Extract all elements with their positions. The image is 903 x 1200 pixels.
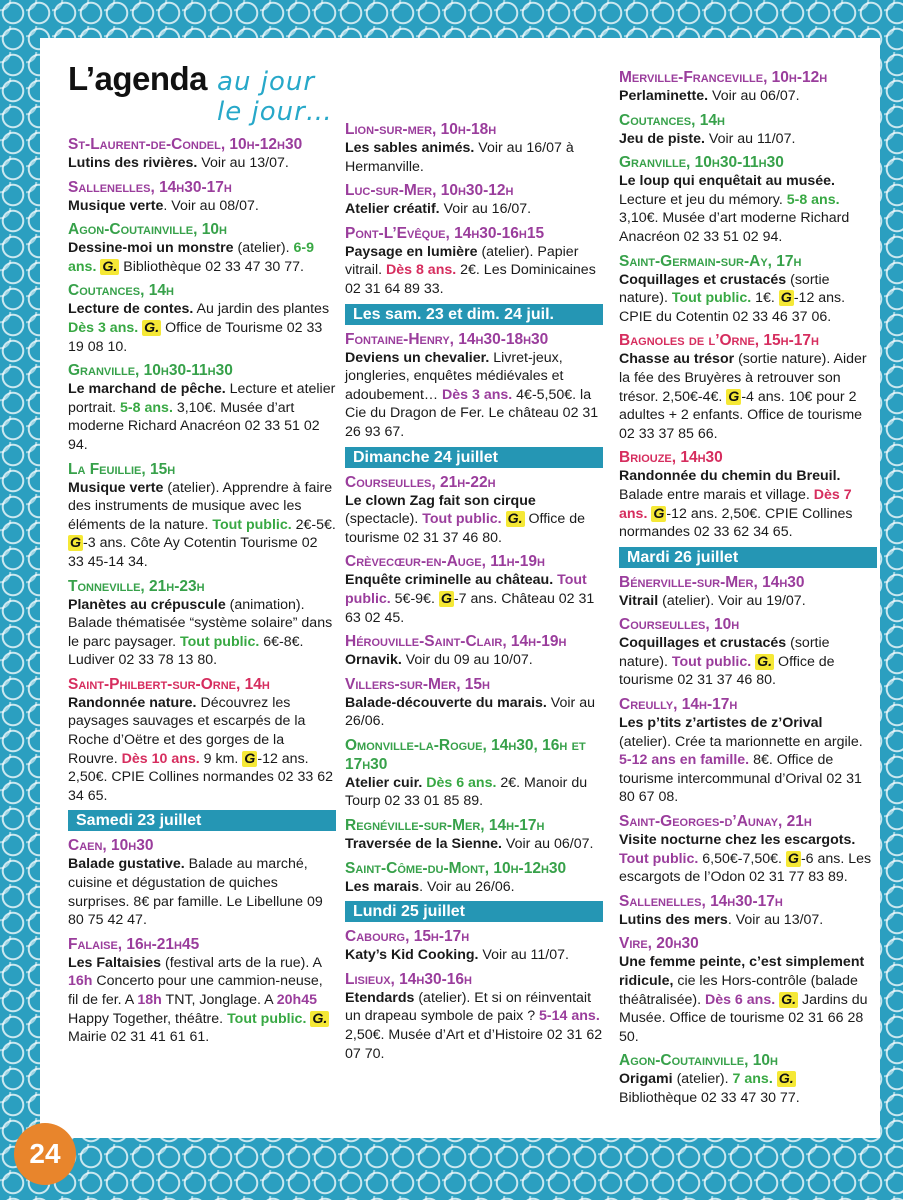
event-description (619, 634, 877, 690)
event-entry (345, 473, 603, 548)
event-text: 3,10€. Musée d’art moderne Richard Anacréon 02 33 51 02 94. (619, 210, 850, 245)
event-entry (68, 935, 336, 1047)
event-place: Regnéville-sur-Mer, 14h-17h (345, 817, 545, 835)
event-place: Bénerville-sur-Mer, 14h30 (619, 573, 805, 591)
event-text: Au jardin des plantes (193, 301, 330, 318)
event-text: -12 ans. 2,50€. CPIE Collines normandes 02 33 62 34 65. (619, 505, 853, 541)
event-entry (619, 1051, 877, 1107)
age-tag: Dès 8 ans. (386, 262, 457, 279)
event-title: Ornavik. (345, 652, 402, 669)
page-title: L’agenda (68, 60, 208, 97)
event-entry (68, 675, 336, 806)
event-text: cie les Hors-contrôle (balade théâtralisée). (619, 973, 858, 1008)
event-place: Omonville-la-Rogue, 14h30, 16h et 17h30 (345, 736, 586, 773)
audience-tag: Tout public. (345, 572, 587, 607)
event-place: Vire, 20h30 (619, 935, 699, 953)
event-place: Courseulles, 10h (619, 616, 740, 634)
audience-tag: Tout public. (619, 850, 699, 867)
event-description (345, 989, 603, 1063)
event-place: Agon-Coutainville, 10h (619, 1052, 778, 1070)
event-place: Saint-Georges-d’Aunay, 21h (619, 813, 812, 831)
event-text: -12 ans. CPIE du Cotentin 02 33 46 37 06. (619, 290, 846, 325)
free-badge: G (653, 505, 665, 522)
event-place: Tonneville, 21h-23h (68, 577, 205, 595)
event-title: Les marais (345, 878, 420, 895)
event-text: (atelier). (672, 1071, 733, 1088)
age-tag: 5-12 ans en famille. (619, 752, 750, 769)
event-place: Saint-Germain-sur-Ay, 17h (619, 252, 802, 270)
event-text: 5€-9€. (390, 590, 439, 607)
event-place: Agon-Coutainville, 10h (68, 221, 227, 239)
agenda-sheet (40, 38, 880, 1138)
event-text: . Voir au 08/07. (163, 197, 259, 214)
event-entry (619, 68, 877, 106)
event-text: Voir au 16/07. (439, 201, 532, 218)
event-title: Balade gustative. (68, 856, 185, 873)
event-text: Balade entre marais et village. (619, 486, 814, 503)
event-entry (68, 178, 336, 216)
event-entry (619, 252, 877, 327)
event-entry (345, 120, 603, 176)
event-text: 3,10€. Musée d’art moderne Richard Anacréon 02 33 51 02 94. (68, 399, 320, 453)
event-place: Saint-Philbert-sur-Orne, 14h (68, 675, 270, 693)
free-badge: G (787, 850, 799, 867)
event-title: Chasse au trésor (619, 351, 735, 368)
event-text: (atelier). Crée ta marionnette en argile. (619, 733, 863, 750)
event-title: Enquête criminelle au château. (345, 572, 554, 589)
event-title: Les sables animés. (345, 140, 475, 156)
event-entry (68, 460, 336, 572)
event-title: Paysage en lumière (345, 243, 478, 260)
free-badge: G (728, 388, 740, 405)
event-text: 6€-8€. Ludiver 02 33 78 13 80. (68, 633, 304, 669)
free-badge: G (70, 535, 82, 552)
event-description (68, 855, 336, 929)
event-text: (atelier). Et si on réinventait un drapeau symbole de paix ? (345, 989, 592, 1025)
event-place: Caen, 10h30 (68, 837, 154, 855)
event-title: Lutins des mers (619, 911, 728, 928)
event-title: Les p’tits z’artistes de z’Orival (619, 715, 823, 732)
event-text: Jardins du Musée. Office de tourisme 02 31 66 28 50. (619, 991, 868, 1045)
event-text: Livret-jeux, jongleries, enquêtes médiévales et adoubement… (345, 349, 564, 403)
event-description (68, 954, 336, 1047)
event-place: St-Laurent-de-Condel, 10h-12h30 (68, 136, 303, 153)
event-title: Katy’s Kid Cooking. (345, 947, 479, 964)
event-place: Granville, 10h30-11h30 (619, 154, 784, 172)
event-place: Pont-L’Evêque, 14h30-16h15 (345, 224, 545, 242)
event-place: Lisieux, 14h30-16h (345, 970, 472, 988)
event-title: Une femme peinte, c’est simplement ridicule, (619, 954, 865, 989)
event-description (68, 154, 336, 173)
age-tag: Dès 10 ans. (121, 750, 200, 767)
event-text: -6 ans. Les escargots de l’Odon 02 31 77 83 89. (619, 850, 872, 886)
event-entry (345, 736, 603, 811)
event-text: 6,50€-7,50€. (698, 850, 786, 867)
age-tag: Dès 6 ans. (704, 991, 776, 1008)
event-description (68, 300, 336, 356)
column-1 (68, 60, 336, 1052)
event-text: Voir au 13/07. (197, 155, 289, 171)
event-title: Planètes au crépuscule (68, 596, 226, 613)
event-title: Traversée de la Sienne. (345, 836, 502, 853)
event-title: Dessine-moi un monstre (68, 240, 234, 257)
event-text: -7 ans. Château 02 31 63 02 45. (345, 590, 595, 626)
event-text: Voir du 09 au 10/07. (401, 652, 533, 669)
event-title: Balade-découverte du marais. (345, 694, 547, 711)
event-text: -4 ans. 10€ pour 2 adultes + 2 enfants. Office de tourisme 02 33 37 85 66. (619, 388, 863, 442)
free-badge: G. (102, 258, 118, 275)
event-description (68, 197, 336, 216)
event-description (345, 946, 603, 965)
event-text: Office de Tourisme 02 33 19 08 10. (68, 319, 323, 355)
event-text: -12 ans. 2,50€. CPIE Collines normandes 02 33 62 34 65. (68, 750, 333, 804)
event-text: (atelier). Apprendre à faire des instruments de musique avec les éléments de la nature. (68, 479, 333, 533)
event-text: 9 km. (199, 750, 243, 767)
audience-tag: Tout public. (180, 633, 260, 650)
event-entry (345, 552, 603, 627)
free-badge: G (244, 750, 256, 767)
event-place: Villers-sur-Mer, 15h (345, 675, 490, 693)
event-description (345, 774, 603, 811)
age-tag: Dès 7 ans. (619, 486, 852, 522)
event-place: Lion-sur-mer, 10h-18h (345, 121, 497, 138)
event-text: 2€-5€. (291, 516, 336, 533)
event-text: (atelier). Papier vitrail. (345, 243, 579, 279)
event-text: . Voir au 26/06. (419, 878, 515, 895)
audience-tag: Tout public. (671, 653, 752, 670)
event-description (345, 694, 603, 731)
event-entry (345, 816, 603, 854)
event-text: Découvrez les paysages sauvages et escarpés de la Roche d’Oëtre et des gorges de la Rouvre. (68, 694, 306, 767)
event-text: -3 ans. Côte Ay Cotentin Tourisme 02 33 45-14 34. (68, 535, 318, 570)
column-3 (619, 68, 877, 1113)
event-place: Cabourg, 15h-17h (345, 928, 470, 946)
event-entry (619, 934, 877, 1046)
event-text: (sortie nature). (619, 271, 830, 307)
event-description (68, 380, 336, 454)
event-title: Le loup qui enquêtait au musée. (619, 173, 835, 190)
event-place: Briouze, 14h30 (619, 449, 723, 467)
event-text: Concerto pour une cammion-neuse, fil de fer. A (68, 973, 323, 1008)
event-text: Voir au 06/07. (708, 88, 800, 104)
time-tag: 18h (137, 992, 162, 1008)
event-description (345, 571, 603, 627)
event-text: Voir au 16/07 à Hermanville. (345, 140, 574, 175)
event-description (345, 878, 603, 897)
event-description (68, 596, 336, 670)
event-title: Origami (619, 1071, 673, 1088)
event-text: Office de tourisme 02 31 37 46 80. (345, 511, 586, 546)
event-entry (619, 111, 877, 149)
event-description (68, 479, 336, 572)
event-description (345, 651, 603, 670)
event-description (345, 243, 603, 299)
event-entry (345, 970, 603, 1063)
event-text: (festival arts de la rue). A (161, 954, 322, 971)
event-place: Courseulles, 21h-22h (345, 473, 496, 491)
event-entry (345, 632, 603, 670)
event-entry (68, 135, 336, 173)
event-place: Coutances, 14h (68, 282, 174, 300)
free-badge: G. (757, 653, 773, 670)
event-entry (619, 448, 877, 541)
event-description (619, 87, 877, 106)
event-place: Sallenelles, 14h30-17h (68, 178, 232, 196)
event-place: Granville, 10h30-11h30 (68, 362, 233, 380)
event-title: Visite nocturne chez les escargots. (619, 832, 856, 849)
event-place: Merville-Franceville, 10h-12h (619, 69, 828, 86)
event-text: 2€. Manoir du Tourp 02 33 01 85 89. (345, 774, 588, 810)
date-banner: Mardi 26 juillet (619, 547, 877, 568)
event-entry (345, 181, 603, 219)
event-title: Atelier créatif. (345, 201, 440, 218)
event-text: TNT, Jonglage. A (161, 992, 277, 1008)
column-2 (345, 120, 603, 1068)
event-description (619, 271, 877, 327)
event-description (345, 139, 603, 176)
event-description (345, 200, 603, 219)
audience-tag: Tout public. (227, 1010, 307, 1027)
event-place: Saint-Côme-du-Mont, 10h-12h30 (345, 859, 567, 877)
event-place: Falaise, 16h-21h45 (68, 935, 200, 953)
free-badge: G. (312, 1010, 328, 1027)
event-text: Bibliothèque 02 33 47 30 77. (119, 258, 304, 275)
event-title: Randonnée du chemin du Breuil. (619, 468, 841, 485)
event-title: Coquillages et crustacés (619, 635, 787, 652)
event-place: Luc-sur-Mer, 10h30-12h (345, 182, 514, 200)
event-description (345, 492, 603, 548)
event-text: Happy Together, théâtre. (68, 1010, 228, 1027)
event-text: Voir au 11/07. (478, 947, 569, 964)
date-banner: Les sam. 23 et dim. 24 juil. (345, 304, 603, 325)
event-entry (68, 836, 336, 929)
event-title: Lutins des rivières. (68, 155, 198, 171)
event-description (68, 694, 336, 806)
event-text: 1€. (751, 290, 779, 307)
audience-tag: Tout public. (671, 290, 752, 307)
event-description (619, 953, 877, 1046)
event-description (619, 172, 877, 246)
event-entry (345, 224, 603, 299)
event-title: Deviens un chevalier. (345, 349, 490, 366)
event-entry (68, 281, 336, 356)
event-title: Lecture de contes. (68, 301, 194, 318)
event-place: Sallenelles, 14h30-17h (619, 892, 783, 910)
event-place: Fontaine-Henry, 14h30-18h30 (345, 330, 549, 348)
free-badge: G. (144, 319, 160, 336)
event-description (619, 911, 877, 930)
event-description (619, 592, 877, 611)
free-badge: G. (778, 1071, 794, 1088)
date-banner: Dimanche 24 juillet (345, 447, 603, 468)
age-tag: 7 ans. (732, 1071, 773, 1088)
date-banner: Samedi 23 juillet (68, 810, 336, 831)
event-entry (345, 330, 603, 442)
event-text: . Voir au 13/07. (727, 911, 824, 928)
event-title: Vitrail (619, 592, 659, 609)
event-text: 2€. Les Dominicaines 02 31 64 89 33. (345, 262, 596, 297)
event-title: Randonnée nature. (68, 694, 197, 711)
event-text: (sortie nature). (619, 635, 830, 670)
event-place: Bagnoles de l’Orne, 15h-17h (619, 332, 819, 350)
event-entry (345, 675, 603, 731)
time-tag: 20h45 (276, 992, 317, 1008)
event-text: Lecture et atelier portrait. (68, 381, 336, 416)
event-text: (animation). Balade thématisée “système solaire” dans le parc paysager. (68, 596, 333, 650)
event-text: (atelier). (233, 240, 294, 257)
age-tag: 5-8 ans. (120, 399, 173, 416)
free-badge: G (780, 290, 792, 307)
age-tag: Dès 3 ans. (68, 319, 139, 336)
event-description (345, 349, 603, 442)
audience-tag: Tout public. (422, 511, 502, 528)
event-title: Le marchand de pêche. (68, 381, 226, 398)
age-tag: 5-14 ans. (539, 1008, 600, 1025)
event-text: Lecture et jeu du mémory. (619, 191, 787, 208)
event-description (619, 467, 877, 541)
age-tag: 6-9 ans. (68, 240, 314, 275)
event-title: Les Faltaisies (68, 954, 162, 971)
event-title: Perlaminette. (619, 88, 709, 104)
event-text: Mairie 02 31 41 61 61. (68, 1029, 210, 1046)
event-entry (68, 577, 336, 670)
event-description (619, 350, 877, 443)
event-place: Creully, 14h-17h (619, 696, 738, 714)
event-title: Le clown Zag fait son cirque (345, 492, 536, 509)
event-entry (345, 859, 603, 897)
event-text: (sortie nature). Aider la fée des Bruyères à retrouver son trésor. 2,50€-4€. (619, 351, 867, 405)
event-place: Hérouville-Saint-Clair, 14h-19h (345, 633, 567, 651)
free-badge: G. (781, 991, 797, 1008)
event-place: Crèvecœur-en-Auge, 11h-19h (345, 553, 545, 571)
event-entry (619, 331, 877, 443)
event-entry (619, 892, 877, 930)
event-title: Coquillages et crustacés (619, 271, 787, 288)
event-description (619, 714, 877, 807)
date-banner: Lundi 25 juillet (345, 901, 603, 922)
event-text: (atelier). Voir au 19/07. (658, 592, 806, 609)
event-title: Atelier cuir. (345, 774, 423, 791)
event-text: Voir au 06/07. (501, 836, 594, 853)
event-title: Etendards (345, 989, 415, 1006)
event-text: Voir au 26/06. (345, 694, 595, 730)
event-text: (spectacle). (345, 511, 423, 528)
event-entry (619, 153, 877, 246)
age-tag: Dès 3 ans. (442, 386, 513, 403)
event-entry (619, 812, 877, 887)
page-subtitle: au jour le jour… (217, 67, 333, 127)
time-tag: 16h (68, 973, 93, 990)
event-description (345, 835, 603, 854)
event-description (619, 1070, 877, 1107)
event-title: Musique verte (68, 479, 164, 496)
event-text: 8€. Office de tourisme intercommunal d’Orival 02 31 80 67 08. (619, 752, 862, 806)
event-title: Jeu de piste. (619, 130, 705, 147)
age-tag: Dès 6 ans. (426, 774, 497, 791)
event-text: 4€-5,50€. la Cie du Dragon de Fer. Le château 02 31 26 93 67. (345, 386, 599, 440)
free-badge: G. (507, 511, 523, 528)
event-description (619, 831, 877, 887)
event-entry (619, 615, 877, 690)
event-text: Voir au 11/07. (704, 130, 796, 147)
event-text: Office de tourisme 02 31 37 46 80. (619, 653, 835, 689)
event-entry (68, 220, 336, 276)
event-entry (619, 573, 877, 611)
age-tag: 5-8 ans. (786, 191, 840, 208)
event-entry (68, 361, 336, 454)
event-text: Balade au marché, cuisine et dégustation de quiches surprises. 8€ par famille. Le Libellune 09 80 75 42 47. (68, 856, 323, 929)
event-text: Bibliothèque 02 33 47 30 77. (619, 1089, 800, 1106)
audience-tag: Tout public. (212, 516, 292, 533)
event-description (68, 239, 336, 276)
page-number: 24 (14, 1123, 76, 1185)
event-place: La Feuillie, 15h (68, 460, 176, 478)
event-title: Musique verte (68, 197, 164, 214)
event-entry (345, 927, 603, 965)
free-badge: G (440, 590, 452, 607)
event-entry (619, 695, 877, 807)
event-place: Coutances, 14h (619, 111, 725, 129)
event-text: 2,50€. Musée d’Art et d’Histoire 02 31 62 07 70. (345, 1027, 603, 1062)
page-header (68, 60, 336, 127)
event-description (619, 130, 877, 149)
